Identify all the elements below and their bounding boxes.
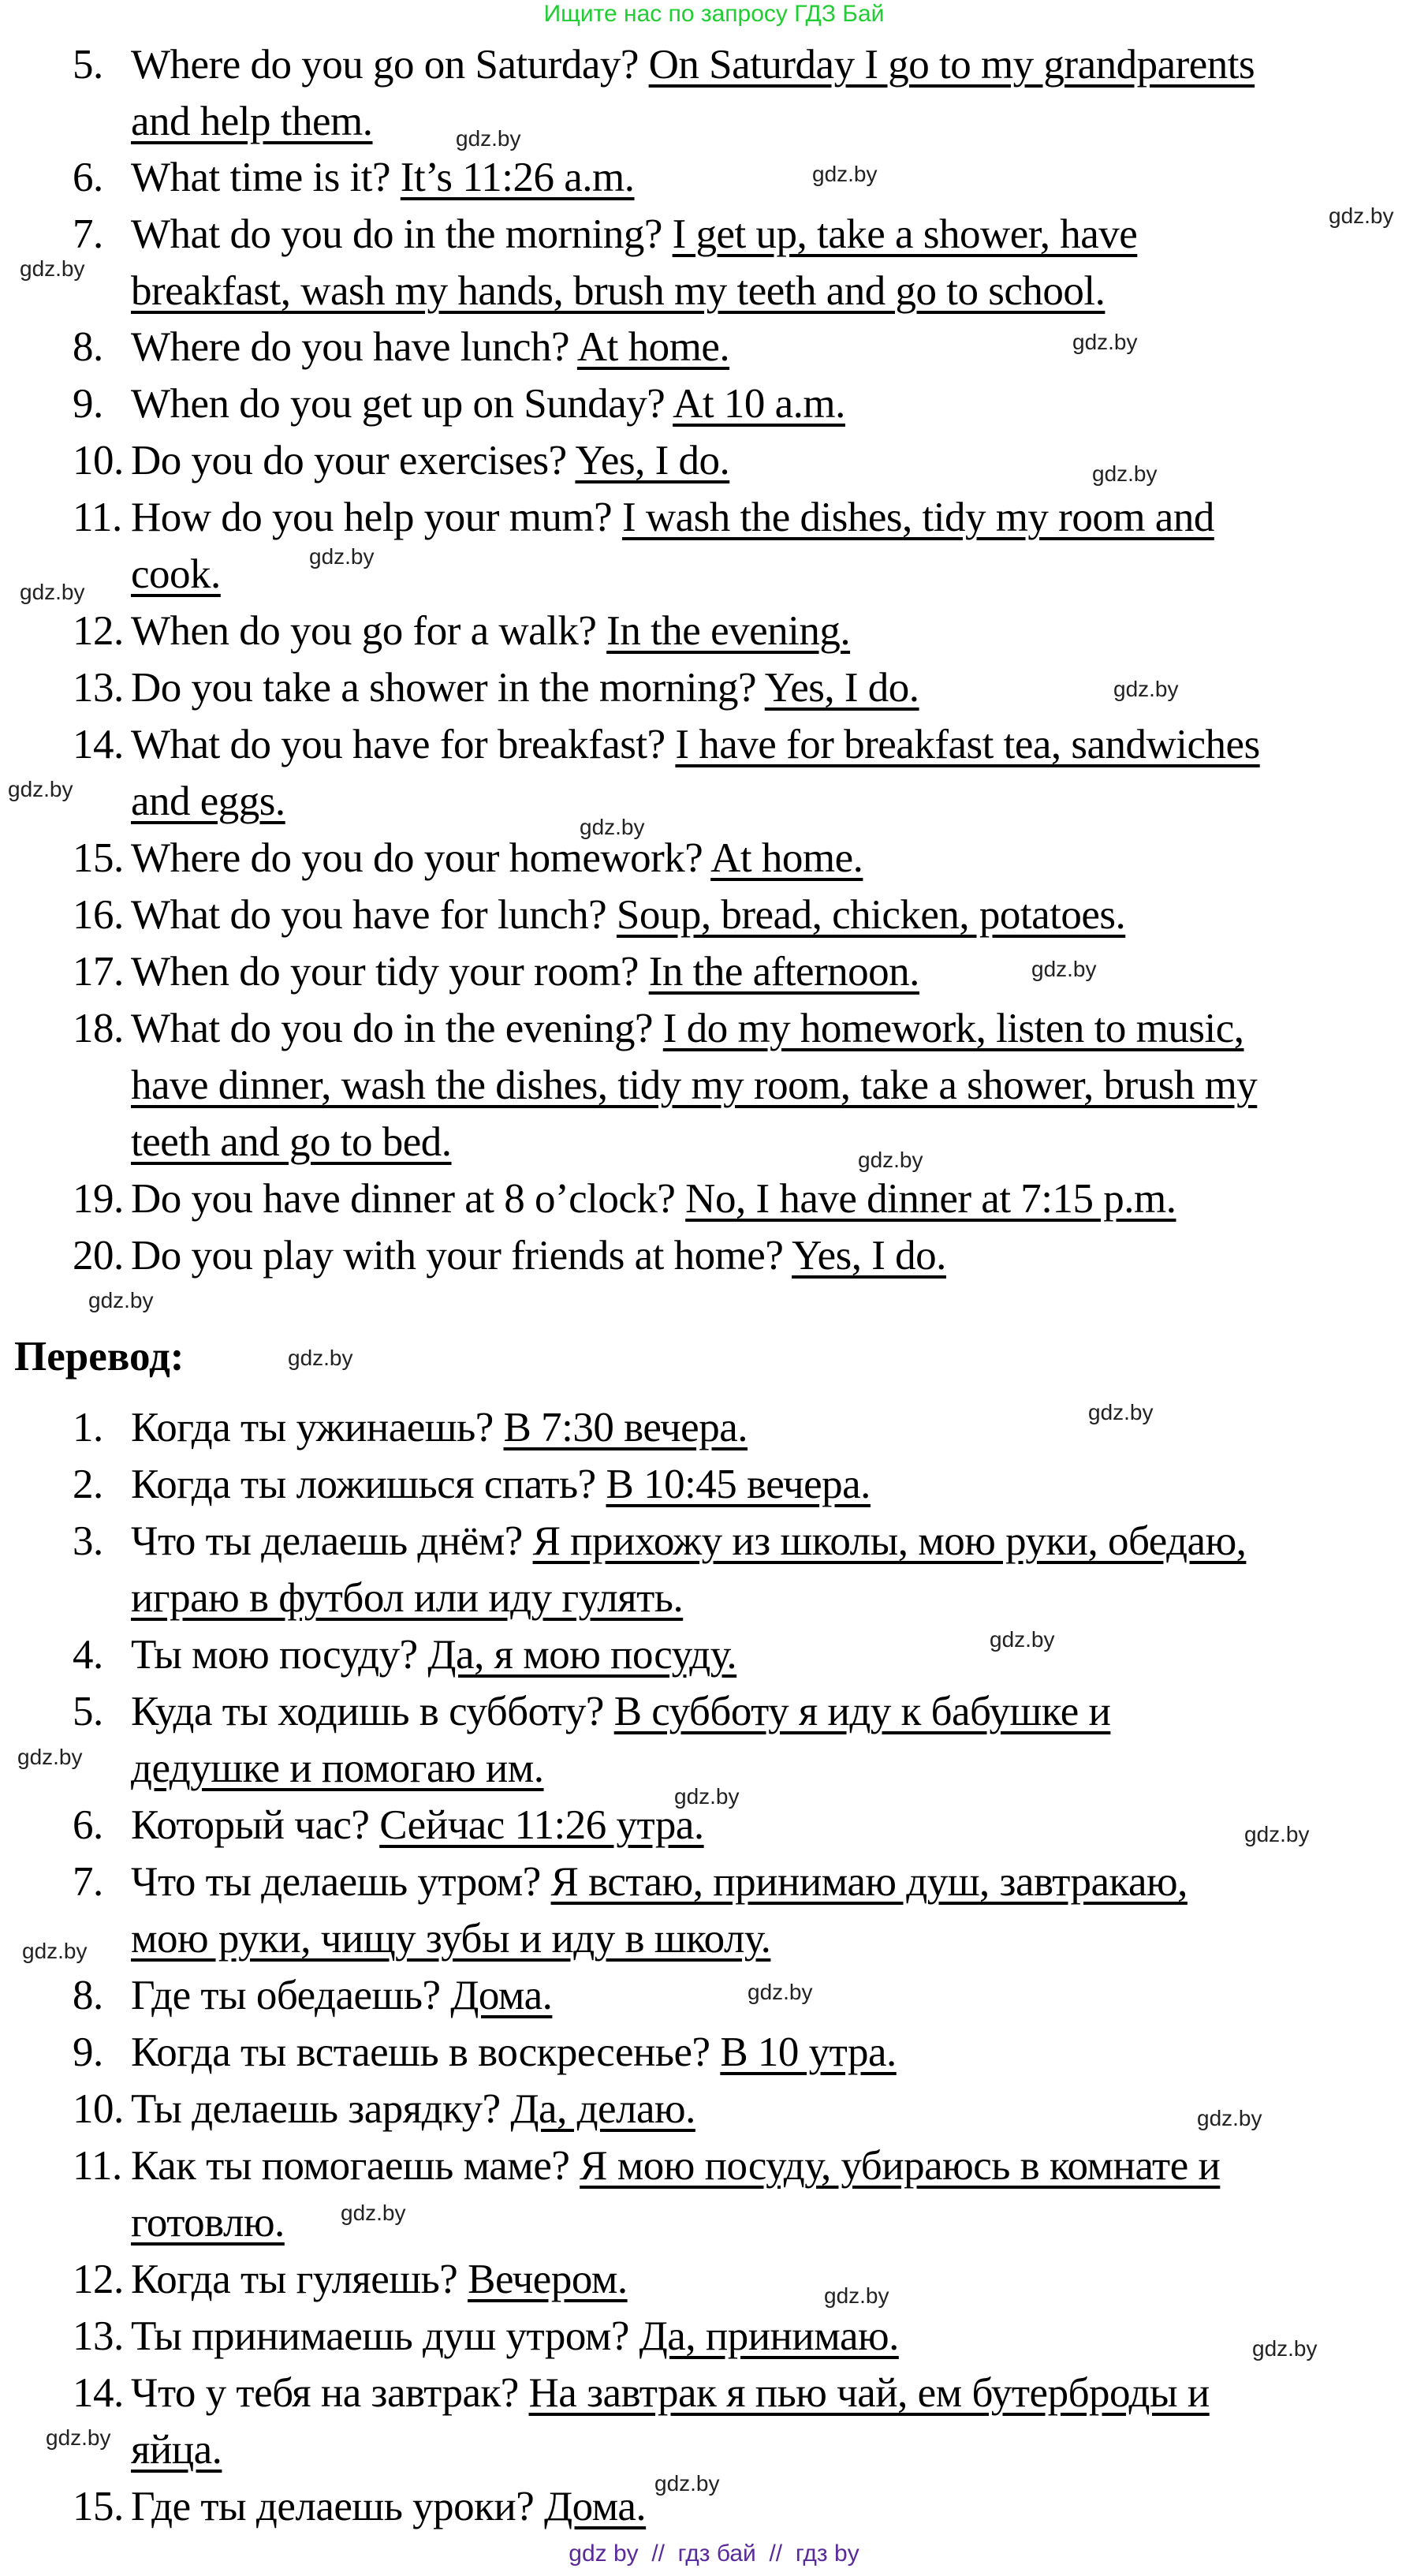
item-text: [131, 2084, 695, 2134]
item-number: 14.: [73, 722, 124, 767]
question-text: Ты мою посуду?: [131, 1632, 428, 1678]
item-number: 9.: [73, 2029, 103, 2075]
item-number: 20.: [73, 1233, 124, 1279]
item-number: 5.: [73, 42, 103, 88]
answer-text: have dinner, wash the dishes, tidy my room, take a shower, brush my: [131, 1062, 1258, 1108]
item-number: 3.: [73, 1518, 103, 1564]
answer-text: играю в футбол или иду гулять.: [131, 1575, 684, 1621]
item-text: [131, 2197, 285, 2248]
question-text: When do you go for a walk?: [131, 608, 607, 654]
item-text: [131, 2254, 628, 2305]
item-text: [131, 1857, 1188, 1907]
item-text: [131, 379, 845, 429]
question-text: Что ты делаешь днём?: [131, 1518, 533, 1564]
item-number: 15.: [73, 835, 124, 881]
watermark-text: gdz.by: [17, 1745, 83, 1769]
site-banner: Ищите нас по запросу ГДЗ Бай: [543, 1, 885, 27]
item-text: [131, 2141, 1220, 2191]
item-text: [131, 719, 1260, 770]
watermark-text: gdz.by: [1197, 2106, 1262, 2130]
watermark-text: gdz.by: [1088, 1400, 1154, 1424]
watermark-text: gdz.by: [1244, 1822, 1310, 1846]
question-text: Ты принимаешь душ утром?: [131, 2313, 639, 2359]
watermark-text: gdz.by: [580, 815, 645, 839]
item-text: [131, 1516, 1246, 1566]
watermark-text: gdz.by: [748, 1980, 813, 2004]
item-text: [131, 209, 1137, 259]
item-number: 10.: [73, 438, 124, 483]
footer-banner: gdz by // гдз бай // гдз by: [569, 2541, 859, 2567]
translation-heading: Перевод:: [14, 1334, 185, 1379]
question-text: Where do you do your homework?: [131, 835, 711, 881]
item-number: 13.: [73, 2313, 124, 2359]
watermark-text: gdz.by: [46, 2425, 111, 2450]
answer-text: дедушке и помогаю им.: [131, 1745, 544, 1791]
question-text: Когда ты гуляешь?: [131, 2257, 468, 2302]
item-number: 11.: [73, 495, 122, 540]
answer-text: Я мою посуду, убираюсь в комнате и: [580, 2143, 1221, 2189]
watermark-text: gdz.by: [341, 2201, 406, 2225]
watermark-text: gdz.by: [1329, 203, 1394, 228]
item-number: 14.: [73, 2370, 124, 2416]
item-text: [131, 1174, 1176, 1224]
question-text: Когда ты встаешь в воскресенье?: [131, 2029, 721, 2075]
watermark-text: gdz.by: [22, 1939, 88, 1963]
item-text: [131, 2481, 646, 2532]
watermark-text: gdz.by: [456, 126, 521, 151]
item-text: [131, 435, 729, 486]
watermark-text: gdz.by: [1092, 461, 1158, 486]
item-text: [131, 1686, 1110, 1737]
question-text: What do you have for breakfast?: [131, 722, 676, 767]
question-text: Where do you go on Saturday?: [131, 42, 649, 88]
watermark-text: gdz.by: [309, 544, 375, 569]
item-number: 11.: [73, 2143, 122, 2189]
answer-text: No, I have dinner at 7:15 p.m.: [685, 1176, 1176, 1222]
item-text: [131, 492, 1214, 543]
question-text: What do you have for lunch?: [131, 892, 617, 938]
question-text: Ты делаешь зарядку?: [131, 2086, 511, 2132]
item-text: [131, 2311, 899, 2361]
watermark-text: gdz.by: [858, 1148, 923, 1172]
item-text: [131, 96, 373, 147]
item-number: 12.: [73, 608, 124, 654]
item-number: 6.: [73, 155, 103, 200]
item-text: [131, 1743, 544, 1794]
answer-text: At home.: [710, 835, 863, 881]
item-text: [131, 152, 635, 203]
answer-text: В 7:30 вечера.: [503, 1405, 748, 1450]
item-number: 13.: [73, 665, 124, 711]
answer-text: Да, я мою посуду.: [427, 1632, 737, 1678]
item-number: 7.: [73, 1859, 103, 1905]
answer-text: teeth and go to bed.: [131, 1119, 452, 1165]
answer-text: I get up, take a shower, have: [672, 211, 1138, 257]
item-text: [131, 1913, 770, 1964]
item-number: 5.: [73, 1689, 103, 1734]
question-text: Do you have dinner at 8 o’clock?: [131, 1176, 686, 1222]
item-text: [131, 549, 221, 599]
item-number: 16.: [73, 892, 124, 938]
watermark-text: gdz.by: [990, 1627, 1055, 1652]
item-number: 15.: [73, 2484, 124, 2529]
answer-text: Да, делаю.: [510, 2086, 695, 2132]
question-text: Как ты помогаешь маме?: [131, 2143, 580, 2189]
answer-text: Yes, I do.: [764, 665, 919, 711]
item-text: [131, 1402, 748, 1453]
item-number: 4.: [73, 1632, 103, 1678]
question-text: Который час?: [131, 1802, 380, 1848]
answer-text: На завтрак я пью чай, ем бутерброды и: [528, 2370, 1210, 2416]
item-number: 10.: [73, 2086, 124, 2132]
answer-text: In the afternoon.: [648, 949, 919, 995]
question-text: What time is it?: [131, 155, 401, 200]
item-text: [131, 833, 863, 883]
item-text: [131, 946, 919, 997]
answer-text: I have for breakfast tea, sandwiches: [675, 722, 1260, 767]
answer-text: Soup, bread, chicken, potatoes.: [616, 892, 1126, 938]
item-number: 18.: [73, 1006, 124, 1051]
item-number: 17.: [73, 949, 124, 995]
answer-text: At 10 a.m.: [673, 381, 845, 427]
item-text: [131, 1800, 704, 1850]
question-text: How do you help your mum?: [131, 495, 622, 540]
item-text: [131, 1003, 1244, 1054]
item-text: [131, 606, 850, 656]
watermark-text: gdz.by: [1113, 677, 1179, 701]
item-number: 19.: [73, 1176, 124, 1222]
question-text: Где ты делаешь уроки?: [131, 2484, 545, 2529]
watermark-text: gdz.by: [674, 1784, 740, 1809]
answer-text: Да, принимаю.: [639, 2313, 899, 2359]
answer-text: On Saturday I go to my grandparents: [648, 42, 1255, 88]
item-text: [131, 1970, 552, 2021]
answer-text: Yes, I do.: [792, 1233, 946, 1279]
item-number: 12.: [73, 2257, 124, 2302]
answer-text: Yes, I do.: [575, 438, 730, 483]
question-text: When do your tidy your room?: [131, 949, 649, 995]
item-text: [131, 1117, 452, 1167]
answer-text: яйца.: [131, 2427, 222, 2473]
question-text: When do you get up on Sunday?: [131, 381, 673, 427]
watermark-text: gdz.by: [812, 162, 878, 186]
question-text: Do you do your exercises?: [131, 438, 576, 483]
item-text: [131, 1060, 1257, 1111]
answer-text: Вечером.: [468, 2257, 628, 2302]
question-text: Куда ты ходишь в субботу?: [131, 1689, 614, 1734]
answer-text: It’s 11:26 a.m.: [400, 155, 635, 200]
question-text: Do you play with your friends at home?: [131, 1233, 792, 1279]
question-text: What do you do in the evening?: [131, 1006, 663, 1051]
item-number: 6.: [73, 1802, 103, 1848]
item-number: 9.: [73, 381, 103, 427]
item-number: 7.: [73, 211, 103, 257]
answer-text: Сейчас 11:26 утра.: [379, 1802, 704, 1848]
answer-text: Дома.: [544, 2484, 647, 2529]
item-text: [131, 776, 285, 827]
item-text: [131, 2027, 897, 2078]
watermark-text: gdz.by: [8, 777, 73, 801]
question-text: Где ты обедаешь?: [131, 1973, 451, 2018]
item-text: [131, 890, 1125, 940]
item-text: [131, 663, 919, 713]
item-number: 8.: [73, 1973, 103, 2018]
watermark-text: gdz.by: [1252, 2336, 1318, 2361]
watermark-text: gdz.by: [20, 256, 85, 281]
item-text: [131, 1459, 871, 1510]
item-number: 8.: [73, 324, 103, 370]
answer-text: I wash the dishes, tidy my room and: [621, 495, 1214, 540]
question-text: Что у тебя на завтрак?: [131, 2370, 529, 2416]
watermark-text: gdz.by: [20, 580, 85, 604]
answer-text: готовлю.: [131, 2200, 285, 2246]
answer-text: мою руки, чищу зубы и иду в школу.: [131, 1916, 771, 1962]
item-text: [131, 2368, 1210, 2418]
question-text: Когда ты ужинаешь?: [131, 1405, 504, 1450]
answer-text: and eggs.: [131, 778, 285, 824]
answer-text: cook.: [131, 551, 221, 597]
item-number: 2.: [73, 1462, 103, 1507]
answer-text: I do my homework, listen to music,: [662, 1006, 1244, 1051]
question-text: What do you do in the morning?: [131, 211, 673, 257]
answer-text: Дома.: [450, 1973, 553, 2018]
question-text: Когда ты ложишься спать?: [131, 1462, 606, 1507]
item-text: [131, 2425, 222, 2475]
item-text: [131, 39, 1255, 90]
watermark-text: gdz.by: [654, 2471, 720, 2496]
item-text: [131, 1230, 946, 1281]
answer-text: Я встаю, принимаю душ, завтракаю,: [550, 1859, 1188, 1905]
question-text: Do you take a shower in the morning?: [131, 665, 765, 711]
answer-text: and help them.: [131, 99, 373, 144]
question-text: Что ты делаешь утром?: [131, 1859, 551, 1905]
watermark-text: gdz.by: [1072, 330, 1138, 354]
watermark-text: gdz.by: [288, 1346, 353, 1370]
item-text: [131, 1630, 736, 1680]
watermark-text: gdz.by: [1031, 957, 1097, 981]
answer-text: At home.: [576, 324, 730, 370]
answer-text: В 10 утра.: [720, 2029, 897, 2075]
item-text: [131, 322, 729, 372]
item-number: 1.: [73, 1405, 103, 1450]
item-text: [131, 266, 1105, 316]
watermark-text: gdz.by: [88, 1288, 154, 1312]
answer-text: breakfast, wash my hands, brush my teeth and go to school.: [131, 268, 1105, 314]
item-text: [131, 1573, 683, 1623]
answer-text: В субботу я иду к бабушке и: [613, 1689, 1111, 1734]
answer-text: В 10:45 вечера.: [606, 1462, 871, 1507]
watermark-text: gdz.by: [824, 2283, 889, 2308]
answer-text: In the evening.: [606, 608, 851, 654]
answer-text: Я прихожу из школы, мою руки, обедаю,: [532, 1518, 1247, 1564]
question-text: Where do you have lunch?: [131, 324, 577, 370]
